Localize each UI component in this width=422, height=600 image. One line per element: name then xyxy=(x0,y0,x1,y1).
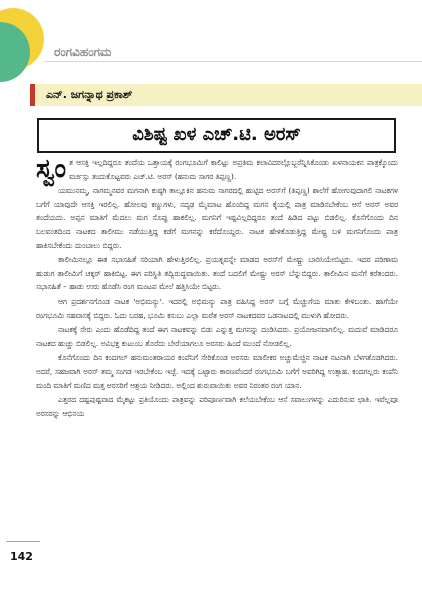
paragraph: ಕೊನೆಗೊಂದು ದಿನ ಕಂದಗಲ್ ಹನುಮಂತರಾಯರ ಕಂಪೆನಿಗೆ ಸೇರಿಕೊಂಡ ಅರಸರು ಮಾಲೀಕರ ಅಚ್ಚುಮೆಚ್ಚಿನ ನಾಟಕ ನಟನಾಗಿ ಬೆಳಗತೊಡಗಿದರು. ಅದರೆ, ಸಹಜವಾಗಿ ಅರಸ್ ತಮ್ಮ ಸಂಗಡ ಇರಬೇಕೆಂಬ ಇಚ್ಛೆ. ಇದಕ್ಕೆ ಒಟ್ಟಾರು ಕಾರಣವೆಂದರೆ ರಂಗಭೂಮಿ ಬಗೆಗೆ ಅವರಿಗಿದ್ದ ಉತ್ಸಾಹ. ಕಂದಗಲ್ಲರು ಕಂಪೆನಿ ಮಂದಿ ಮಾತಿಗೆ ಮಣಿದ ಮತ್ತ ಅರಸರಿಗೆ ಆಶ್ರಯ ನೀಡಿದರು. ಅಲ್ಲಿಂದ ಶುರುವಾಯಿತು ಅವರ ನಿರಂತರ ರಂಗ ಯಾನ. xyxy=(36,353,398,390)
paragraph: ತಾಲೀಮಿನಲ್ಲೂ ಈತ ಸಭಾಸಹಿತೆ ಸರಿಯಾಗಿ ಹೇಳುತ್ತಿರಲಿಲ್ಲ. ಪ್ರಯತ್ನವನ್ನೇ ಮಾಡದ ಅರಸ್‌ಗೆ ಮೇಷ್ಟ್ರು ಬಾರಿಸಿಯೇಬಿಟ್ಟರು. ಇದರ ಪರಿಣಾಮ ಹುಡುಗ ತಾಲೀಮಿಗೆ ಚಕ್ಕರ್ ಹಾಕಿಬಿಟ್ಟ. ಈಗ ಪರಿಸ್ಥಿತಿ ತದ್ವಿರುದ್ಧವಾಯಿತು. ತಂದೆ ಬದಲಿಗೆ ಮೇಷ್ಟ್ರು ಅರಸ್ ಬೆನ್ನುಬಿದ್ದರು. ತಾಲೀಮಿನ ಮನೆಗೆ ಕರೆತಂದರು. ಸಭಾಸಹಿತೆ – ಹಾಡು ಉರು ಹೊಡೆಸಿ ರಂಗ ಮಂಟಪ ಮೇಲೆ ಹತ್ತಿಸಿಯೇ ಬಿಟ್ಟರು. xyxy=(36,255,398,292)
article-title-box xyxy=(37,118,396,153)
drop-cap: ಸ್ವಂ xyxy=(36,154,66,184)
author-bar-accent xyxy=(30,84,35,106)
paragraph: ನಾಟಕಕ್ಕೆ ಸೇರು ಎಂದು ಹೊಡೆದಿದ್ದ ತಂದೆ ಈಗ ನಾಟಕವನ್ನು ಬಿಡು ಎನ್ನುತ್ತ ಮಗನನ್ನು ದಂಡಿಸಿದರು. ಪ್ರಯೋಜನವಾಗಲಿಲ್ಲ. ಮದುವೆ ಮಾಡಿದರೂ ನಾಟಕದ ಹುಚ್ಚು ಬಿಡಲಿಲ್ಲ. ಅವಿಭಕ್ತ ಕುಟುಂಬ ತೊರೆದು ಬೇರೆಯಾಗಲೂ ಅರಸರು ಹಿಂದೆ ಮುಂದೆ ನೋಡಲಿಲ್ಲ. xyxy=(36,325,398,348)
article-title: ವಿಶಿಷ್ಟ ಖಳ ಎಚ್.ಟಿ. ಅರಸ್ xyxy=(132,124,301,145)
paragraph xyxy=(36,156,398,183)
page-number: 142 xyxy=(10,550,33,563)
paragraph-text: ತ ಆಸಕ್ತಿ ಇಲ್ಲದಿದ್ದರೂ ತಂದೆಯ ಒತ್ತಾಯಕ್ಕೆ ರಂಗಭೂಮಿಗೆ ಕಾಲಿಟ್ಟು ಅಪ್ರತಿಮ ಕಲಾವಿದರಲ್ಲೊಬ್ಬರೆನ್ನಿಸಿಕೊಂಡು ಖಳನಾಯಕನ ಪಾತ್ರಕ್ಕೊಂದು ವರ್ಚಸ್ಸು ತಂದುಕೊಟ್ಟವರು ಎಚ್.ಟಿ. ಅರಸ್ (ಹನುಮ ಸಾಗರ ತಿಪ್ಪಣ್ಣ). xyxy=(68,158,398,181)
section-title: ರಂಗವಿಹಂಗಮ xyxy=(54,45,112,59)
paragraph: ಯಮುನಮ್ಮ, ನಾಗಮ್ಮನವರ ಮಗನಾಗಿ ಕುಷ್ಠಗಿ ತಾಲ್ಲೂಕಿನ ಹನುಮ ಸಾಗರದಲ್ಲಿ ಹುಟ್ಟಿದ ಅರಸ್‌ಗೆ (ತಿಪ್ಪಣ್ಣ) ಶಾಲೆಗೆ ಹೋಗುವುದಾಗಲಿ ನಾಟಕಗಳ ಬಗೆಗೆ ಯಾವುದೇ ಆಸಕ್ತಿ ಇರಲಿಲ್ಲ. ಹೋಲವು ಕಣ್ಣುಗಳು, ಸದೃಢ ಮೈಮಾಟ ಹೊಂದಿದ್ದ ಮಗನ ಕೈಯಲ್ಲಿ ಪಾತ್ರ ಮಾಡಿಸಬೇಕೆಂಬ ಆಸೆ ಅರಸ್ ಅವರ ತಂದೆಯದು. ಅಪ್ಪನ ಮಾತಿಗೆ ಮೆದಲು ಮಗ ಸೊಪ್ಪು ಹಾಕಲಿಲ್ಲ. ಮಗನಿಗೆ ಇಷ್ಟವಿಲ್ಲದಿದ್ದರೂ ತಂದೆ ಹಿಡಿದ ಪಟ್ಟು ಬಿಡಲಿಲ್ಲ. ಕೊನೆಗೊಂದು ದಿನ ಬಲವಂತದಿಂದ ನಾಟಕದ ತಾಲೀಮು ನಡೆಯುತ್ತಿದ್ದ ಕಡೆಗೆ ಮಗನನ್ನು ಕರೆದೊಯ್ದರು. ನಾಟಕ ಹೇಳಿಕೊಡುತ್ತಿದ್ದ ಮೇಷ್ಟ್ರ ಬಳಿ ಮಗನಿಗೊಂದು ಪಾತ್ರ ಹಾಕಿಸಬೇಕೆಂದು ದುಂಬಾಲು ಬಿದ್ದರು. xyxy=(36,186,398,250)
paragraph: ಆಗ ಪ್ರದರ್ಶನಗೊಂಡ ನಾಟಕ 'ಅಭಿಮನ್ಯು'. ಇದರಲ್ಲಿ ಅಭಿಮನ್ಯು ಪಾತ್ರ ವಹಿಸಿದ್ದ ಅರಸ್ ಬಗ್ಗೆ ಮೆಚ್ಚುಗೆಯ ಮಾತು ಕೇಳಿಬಂತು. ಹಾಗೆಯೇ ರಂಗಭೂಮಿ ಸಹವಾಸಕ್ಕೆ ಬಿದ್ದರು. ಓದು ಬರಹ, ಭೂಮಿ ಕಸುಬು ಎಲ್ಲಾ ಮರೆತ ಅರಸ್ ನಾಟಕದವರ ಒಡನಾಟದಲ್ಲಿ ಮುಳುಗಿ ಹೋದರು. xyxy=(36,296,398,320)
paragraph: ಎತ್ತರದ ದಷ್ಟಪುಷ್ಟವಾದ ಮೈಕಟ್ಟು ಪ್ರತಿಯೊಂದು ಪಾತ್ರವನ್ನು ಪರಿಪೂರ್ಣವಾಗಿ ಕಲೆಯಬೇಕೆಂಬ ಆಸೆ ಸವಾಲುಗಳನ್ನು ಎದುರಿಸುವ ಛಾತಿ. ಇವೆಲ್ಲವೂ ಅರಸರನ್ನು ಆಭಿನಯ xyxy=(36,395,398,418)
page-number-rule xyxy=(6,541,40,542)
article-body xyxy=(36,156,398,421)
author-name: ಎನ್. ಜಗನ್ನಾಥ ಪ್ರಕಾಶ್ xyxy=(46,88,133,101)
